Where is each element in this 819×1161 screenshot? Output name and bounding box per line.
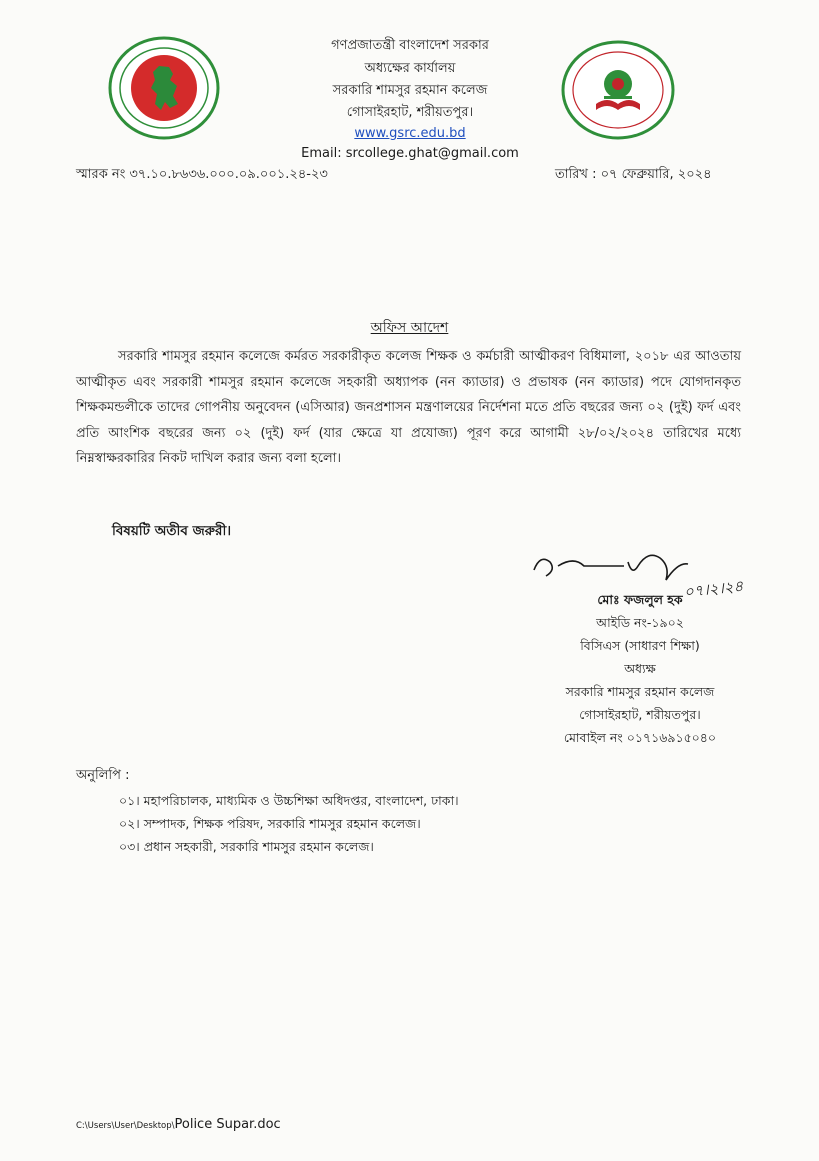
copy-to-item: ০২। সম্পাদক, শিক্ষক পরিষদ, সরকারি শামসুর রহমান কলেজ। (119, 816, 421, 831)
body-paragraph: সরকারি শামসুর রহমান কলেজে কর্মরত সরকারীকৃত কলেজ শিক্ষক ও কর্মচারী আত্মীকরণ বিধিমালা, ২০১৮ এর আওতায় আত্মীকৃত এবং সরকারী শামসুর রহমান কলেজে সহকারী অধ্যাপক (নন ক্যাডার) ও প্রভাষক (নন ক্যাডার) পদে যোগদানকৃত শিক্ষকমন্ডলীকে তাদের গোপনীয় অনুবেদন (এসিআর) জনপ্রশাসন মন্ত্রণালয়ের নির্দেশনা মতে প্রতি বছরের জন্য ০২ (দুই) ফর্দ এবং প্রতি আংশিক বছরের জন্য ০২ (দুই) ফর্দ (যার ক্ষেত্রে যা প্রযোজ্য) পূরণ করে আগামী ২৮/০২/২০২৪ তারিখের মধ্যে নিম্নস্বাক্ষরকারির নিকট দাখিল করার জন্য বলা হলো। (76, 349, 741, 466)
signatory-id: আইডি নং-১৯০২ (596, 615, 684, 630)
website-link[interactable]: www.gsrc.edu.bd (354, 126, 466, 141)
footer-file-path (76, 1117, 281, 1132)
government-seal-icon (107, 36, 221, 140)
footer-path-prefix: C:\Users\User\Desktop\ (76, 1121, 175, 1131)
urgent-note: বিষয়টি অতীব জরুরী। (112, 523, 232, 539)
signatory-address: গোসাইরহাট, শরীয়তপুর। (579, 707, 701, 722)
memo-date: তারিখ : ০৭ ফেব্রুয়ারি, ২০২৪ (555, 167, 712, 182)
page-title: অফিস আদেশ (370, 320, 449, 336)
handwritten-date: ০৭।২।২৪ (683, 576, 745, 602)
header-college: সরকারি শামসুর রহমান কলেজ (332, 83, 488, 98)
header-office: অধ্যক্ষের কার্যালয় (364, 61, 456, 76)
signatory-name: মোঃ ফজলুল হক (597, 592, 683, 607)
government-seal-graphic (107, 36, 221, 140)
signatory-cadre: বিসিএস (সাধারণ শিক্ষা) (580, 638, 700, 653)
signatory-mobile: মোবাইল নং ০১৭১৬৯১৫০৪০ (563, 730, 717, 745)
copy-to-item: ০৩। প্রধান সহকারী, সরকারি শামসুর রহমান কলেজ। (119, 839, 374, 854)
signatory-college: সরকারি শামসুর রহমান কলেজ (565, 684, 715, 699)
header-country: গণপ্রজাতন্ত্রী বাংলাদেশ সরকার (331, 38, 489, 53)
footer-file-name: Police Supar.doc (174, 1117, 281, 1132)
signature-block (520, 588, 760, 749)
header-address: গোসাইরহাট, শরীয়তপুর। (346, 105, 474, 120)
copy-to-label: অনুলিপি : (76, 768, 130, 783)
signatory-designation: অধ্যক্ষ (624, 661, 656, 676)
memo-number: স্মারক নং ৩৭.১০.৮৬৩৬.০০০.০৯.০০১.২৪-২৩ (76, 167, 328, 182)
header-email: Email: srcollege.ghat@gmail.com (301, 146, 519, 161)
copy-to-list (119, 789, 459, 858)
copy-to-item: ০১। মহাপরিচালক, মাধ্যমিক ও উচ্চশিক্ষা অধিদপ্তর, বাংলাদেশ, ঢাকা। (119, 793, 459, 808)
